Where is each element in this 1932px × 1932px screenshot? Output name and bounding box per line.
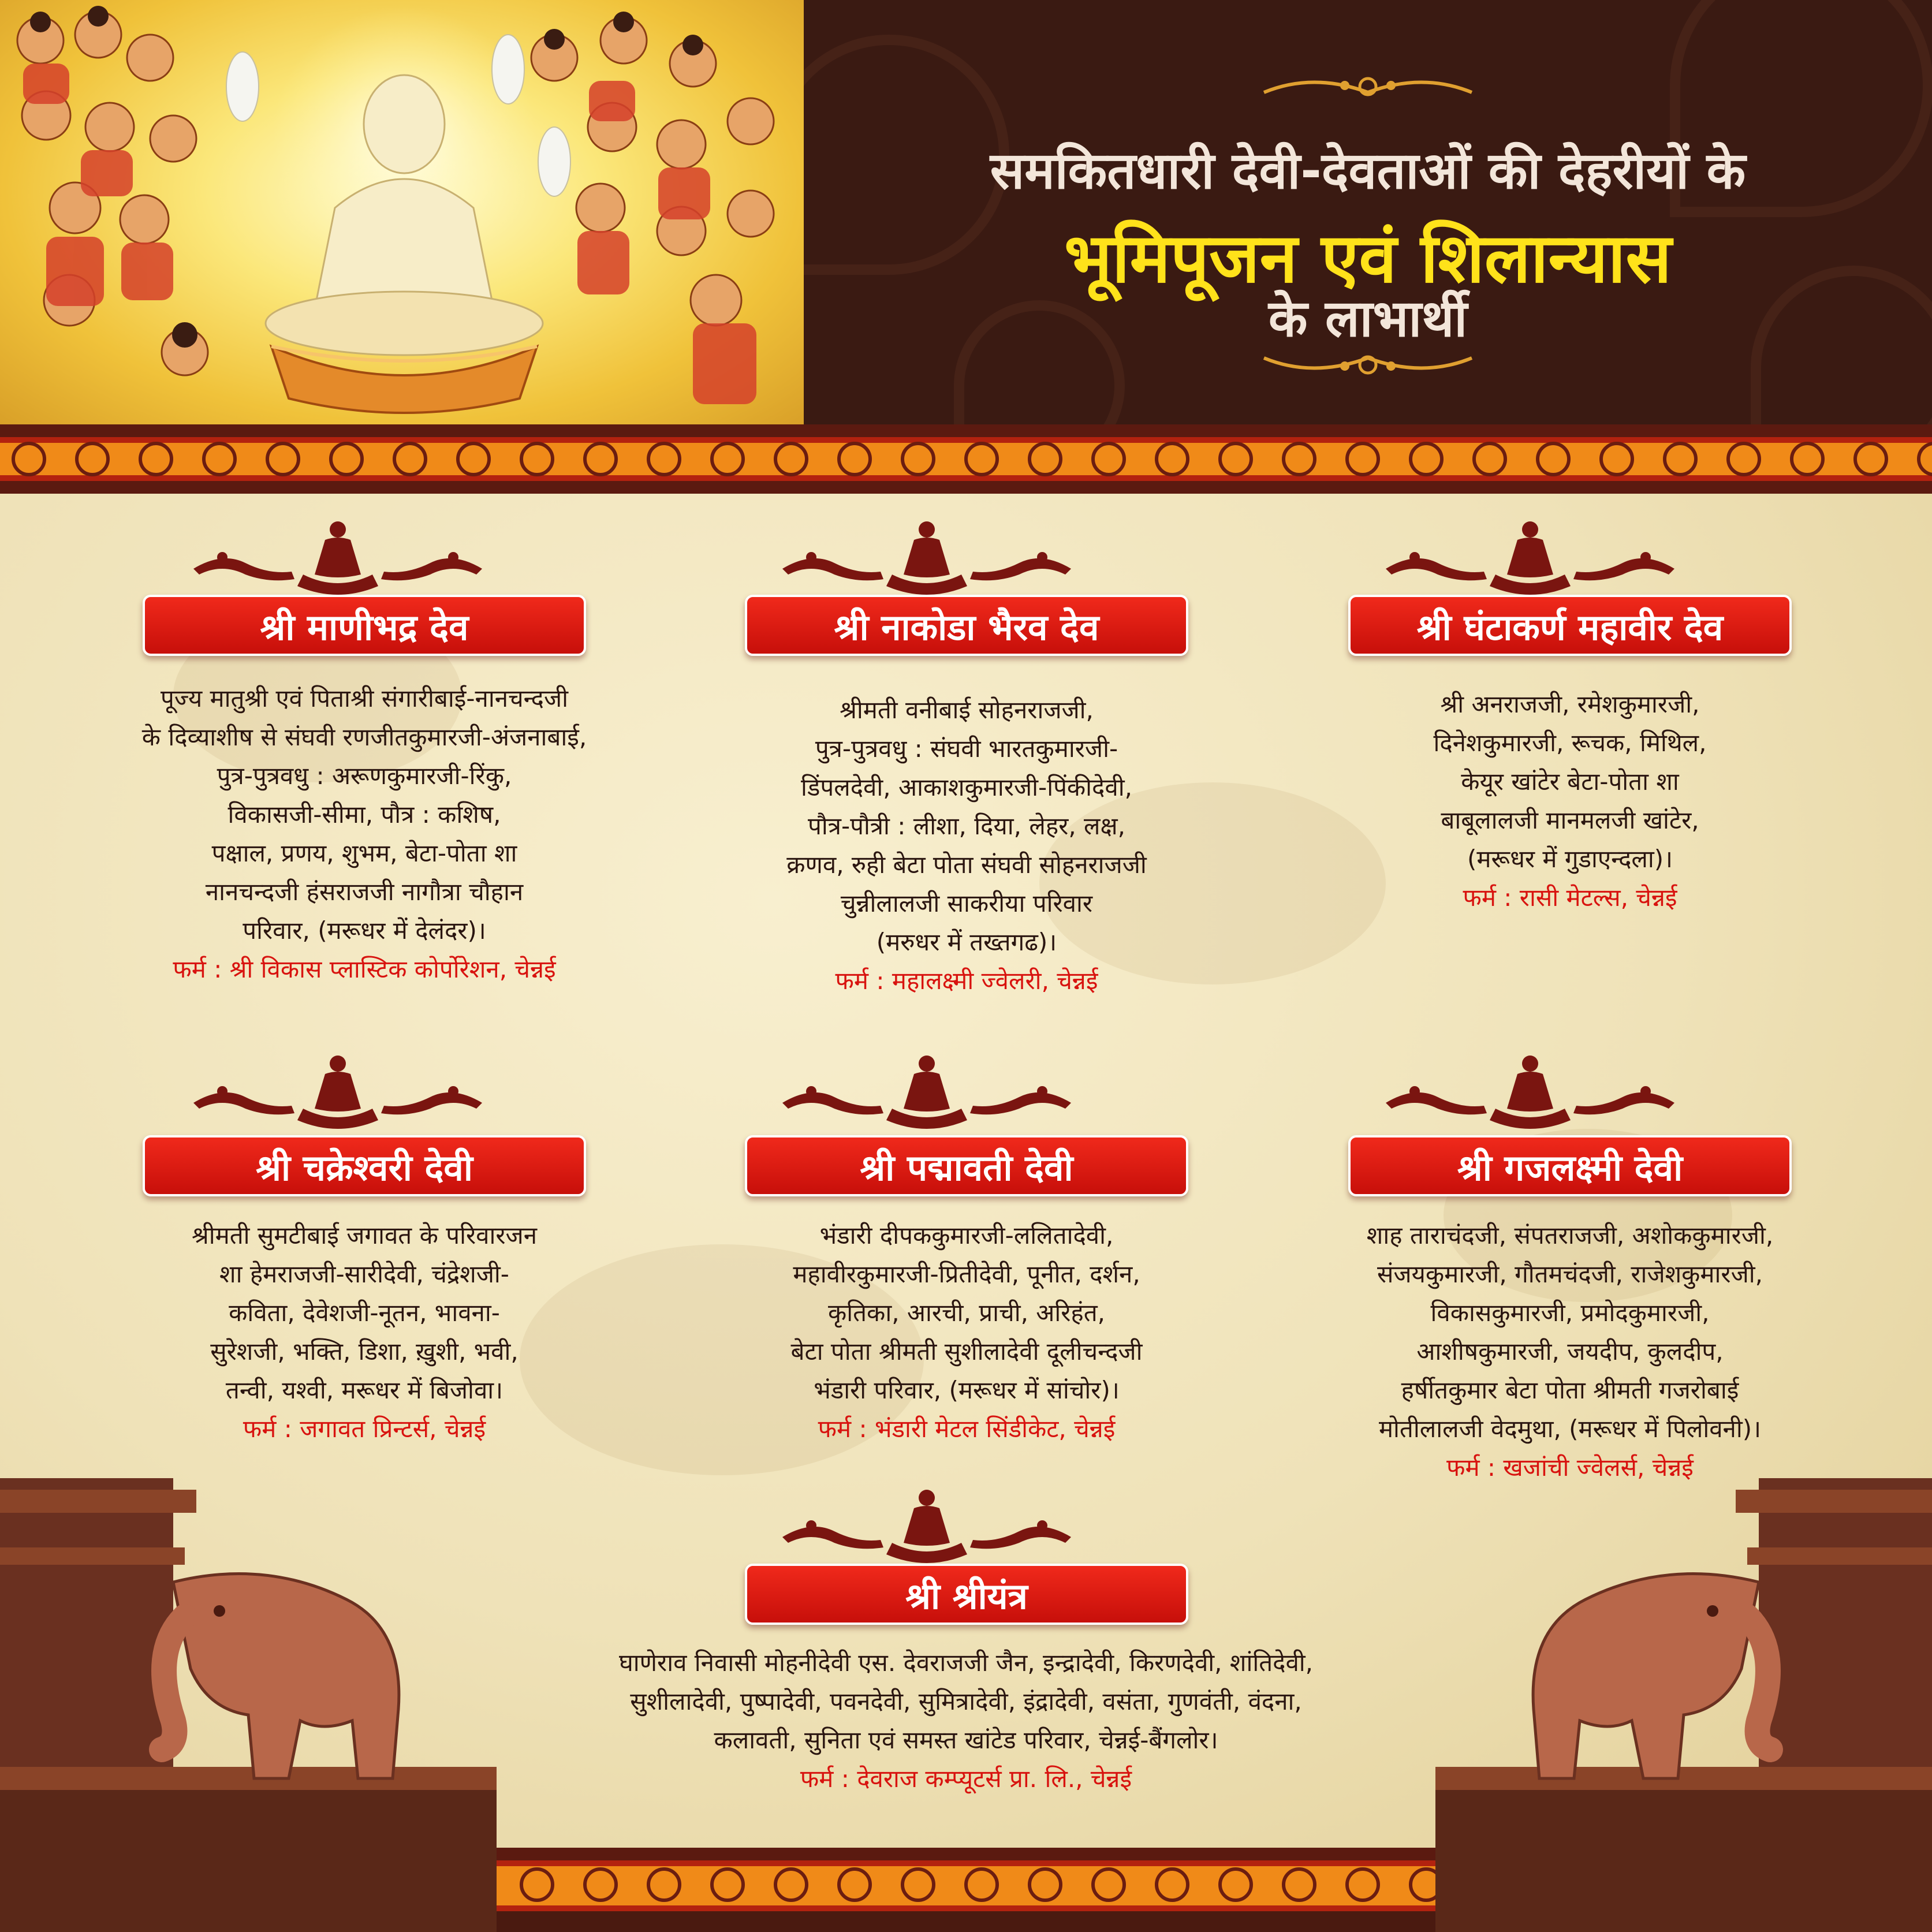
section-heading-shriyantra: श्री श्रीयंत्र (745, 1564, 1188, 1625)
border-motif-icon (520, 442, 554, 476)
border-motif-icon (583, 442, 618, 476)
border-motif-icon (329, 442, 364, 476)
border-motif-icon (266, 442, 300, 476)
border-motif-icon (647, 442, 681, 476)
border-motif-icon (1663, 442, 1698, 476)
body-line: मोतीलालजी वेदमुथा, (मरूधर में पिलोवनी)। (1378, 1415, 1762, 1443)
firm-line: फर्म : महालक्ष्मी ज्वेलरी, चेन्नई (835, 967, 1098, 995)
border-motif-icon (964, 1867, 999, 1902)
border-motif-icon (1790, 442, 1825, 476)
section-body-shriyantra (475, 1643, 1457, 1798)
body-line: पुत्र-पुत्रवधु : संघवी भारतकुमारजी- (815, 734, 1118, 763)
firm-line: फर्म : रासी मेटल्स, चेन्नई (1463, 883, 1677, 912)
title-top-flourish-icon (1258, 69, 1478, 110)
border-motif-icon (647, 1867, 681, 1902)
body-line: श्री अनराजजी, रमेशकुमारजी, (1440, 690, 1700, 718)
section-heading-ghantakarna: श्री घंटाकर्ण महावीर देव (1348, 595, 1792, 656)
border-motif-icon (1917, 442, 1932, 476)
border-motif-icon (901, 1867, 935, 1902)
border-motif-icon (1345, 1867, 1380, 1902)
title-main: भूमिपूजन एवं शिलान्यास (1064, 218, 1672, 298)
body-line: कलावती, सुनिता एवं समस्त खांटेड परिवार, चेन्नई-बैंगलोर। (714, 1726, 1218, 1754)
body-line: चुन्नीलालजी साकरीया परिवार (840, 889, 1093, 917)
border-motif-icon (901, 442, 935, 476)
body-line: विकासकुमारजी, प्रमोदकुमारजी, (1430, 1299, 1710, 1327)
border-motif-icon (1536, 442, 1571, 476)
border-motif-icon (1155, 442, 1189, 476)
body-line: सुरेशजी, भक्ति, डिशा, ख़ुशी, भवी, (210, 1337, 519, 1366)
border-motif-icon (1218, 442, 1253, 476)
firm-line: फर्म : देवराज कम्प्यूटर्स प्रा. लि., चेन्नई (800, 1765, 1132, 1793)
border-motif-icon (583, 1867, 618, 1902)
firm-line: फर्म : भंडारी मेटल सिंडीकेट, चेन्नई (818, 1415, 1116, 1443)
section-heading-padmavati: श्री पद्मावती देवी (745, 1135, 1188, 1196)
title-panel (804, 0, 1932, 424)
body-line: के दिव्याशीष से संघवी रणजीतकुमारजी-अंजनाबाई, (141, 723, 587, 751)
border-motif-icon (1091, 1867, 1126, 1902)
border-motif-icon (1091, 442, 1126, 476)
border-motif-icon (710, 442, 745, 476)
firm-line: फर्म : जगावत प्रिन्टर्स, चेन्नई (243, 1415, 486, 1443)
border-motif-icon (520, 1867, 554, 1902)
body-line: पौत्र-पौत्री : लीशा, दिया, लेहर, लक्ष, (808, 812, 1125, 840)
border-motif-icon (139, 442, 173, 476)
section-heading-manibhadra: श्री माणीभद्र देव (143, 595, 586, 656)
body-line: पक्षाल, प्रणय, शुभम, बेटा-पोता शा (211, 839, 517, 867)
hero-painting (0, 0, 804, 424)
border-motif-icon (1472, 442, 1507, 476)
elephant-statue-right (1435, 1478, 1932, 1932)
body-line: डिंपलदेवी, आकाशकुमारजी-पिंकीदेवी, (801, 773, 1132, 801)
border-motif-icon (774, 1867, 808, 1902)
border-motif-icon (964, 442, 999, 476)
body-line: कविता, देवेशजी-नूतन, भावना- (229, 1299, 500, 1327)
body-line: विकासजी-सीमा, पौत्र : कशिष, (227, 800, 501, 829)
body-line: भंडारी दीपककुमारजी-ललितादेवी, (819, 1221, 1114, 1250)
body-line: महावीरकुमारजी-प्रितीदेवी, पूनीत, दर्शन, (793, 1260, 1140, 1288)
decorative-border-top (0, 424, 1932, 494)
border-motif-icon (1282, 442, 1316, 476)
section-heading-gajalakshmi: श्री गजलक्ष्मी देवी (1348, 1135, 1792, 1196)
border-motif-icon (1155, 1867, 1189, 1902)
body-line: संजयकुमारजी, गौतमचंदजी, राजेशकुमारजी, (1377, 1260, 1763, 1288)
body-line: श्रीमती वनीबाई सोहनराजजी, (840, 696, 1094, 724)
border-motif-icon (456, 442, 491, 476)
border-motif-icon (710, 1867, 745, 1902)
body-line: घाणेराव निवासी मोहनीदेवी एस. देवराजजी जैन, इन्द्रादेवी, किरणदेवी, शांतिदेवी, (618, 1648, 1314, 1677)
body-line: दिनेशकुमारजी, रूचक, मिथिल, (1433, 729, 1707, 757)
border-motif-icon (393, 442, 427, 476)
section-heading-nakoda-bhairav: श्री नाकोडा भैरव देव (745, 595, 1188, 656)
section-heading-chakreshwari: श्री चक्रेश्वरी देवी (143, 1135, 586, 1196)
body-line: तन्वी, यश्वी, मरूधर में बिजोवा। (225, 1376, 503, 1404)
section-body-chakreshwari (76, 1216, 653, 1448)
body-line: केयूर खांटेर बेटा-पोता शा (1461, 767, 1679, 796)
body-line: शा हेमराजजी-सारीदेवी, चंद्रेशजी- (219, 1260, 509, 1288)
body-line: नानचन्दजी हंसराजजी नागौत्रा चौहान (205, 878, 524, 906)
body-line: (मरूधर में गुडाएन्दला)। (1467, 845, 1673, 873)
border-motif-icon (75, 442, 110, 476)
body-line: पूज्य मातुश्री एवं पिताश्री संगारीबाई-नानचन्दजी (160, 684, 569, 713)
section-body-ghantakarna (1281, 685, 1859, 917)
body-line: पुत्र-पुत्रवधु : अरूणकुमारजी-रिंकु, (217, 762, 512, 790)
body-line: आशीषकुमारजी, जयदीप, कुलदीप, (1416, 1337, 1724, 1366)
elephant-statue-left (0, 1478, 497, 1932)
section-body-gajalakshmi (1281, 1216, 1859, 1487)
body-line: सुशीलादेवी, पुष्पादेवी, पवनदेवी, सुमित्रादेवी, इंद्रादेवी, वसंता, गुणवंती, वंदना, (630, 1687, 1302, 1715)
jina-ornament-icon (188, 1051, 488, 1149)
title-line-1: समकितधारी देवी-देवताओं की देहरीयों के (990, 141, 1746, 200)
border-motif-icon (1345, 442, 1380, 476)
section-body-manibhadra (76, 679, 653, 989)
border-motif-icon (1599, 442, 1634, 476)
firm-line: फर्म : श्री विकास प्लास्टिक कोर्पोरेशन, चेन्नई (173, 955, 556, 983)
body-line: श्रीमती सुमटीबाई जगावत के परिवारजन (191, 1221, 538, 1250)
border-motif-icon (202, 442, 237, 476)
body-line: भंडारी परिवार, (मरूधर में सांचोर)। (814, 1376, 1120, 1404)
body-line: बेटा पोता श्रीमती सुशीलादेवी दूलीचन्दजी (790, 1337, 1143, 1366)
border-motif-icon (837, 1867, 872, 1902)
section-body-nakoda-bhairav (678, 691, 1255, 1000)
border-motif-icon (1853, 442, 1888, 476)
border-motif-icon (1218, 1867, 1253, 1902)
border-motif-icon (837, 442, 872, 476)
border-motif-icon (1409, 442, 1444, 476)
body-line: (मरुधर में तख्तगढ)। (876, 928, 1057, 956)
border-motif-icon (12, 442, 46, 476)
title-bottom-flourish-icon (1258, 341, 1478, 381)
border-motif-icon (1028, 442, 1062, 476)
border-motif-icon (1726, 442, 1761, 476)
firm-line: फर्म : खजांची ज्वेलर्स, चेन्नई (1446, 1453, 1694, 1482)
body-line: क्रणव, रुही बेटा पोता संघवी सोहनराजजी (786, 851, 1147, 879)
border-motif-icon (1282, 1867, 1316, 1902)
title-line-3: के लाभार्थी (1268, 289, 1468, 348)
border-motif-icon (1028, 1867, 1062, 1902)
jina-ornament-icon (1380, 1051, 1680, 1149)
body-line: हर्षीतकुमार बेटा पोता श्रीमती गजरोबाई (1401, 1376, 1739, 1404)
painting-illustration (0, 0, 804, 424)
jina-ornament-icon (777, 1051, 1077, 1149)
body-line: परिवार, (मरूधर में देलंदर)। (243, 916, 486, 945)
body-line: कृतिका, आरची, प्राची, अरिहंत, (827, 1299, 1106, 1327)
body-line: बाबूलालजी मानमलजी खांटेर, (1441, 806, 1699, 834)
border-motif-icon (774, 442, 808, 476)
section-body-padmavati (678, 1216, 1255, 1448)
body-line: शाह ताराचंदजी, संपतराजजी, अशोककुमारजी, (1366, 1221, 1774, 1250)
